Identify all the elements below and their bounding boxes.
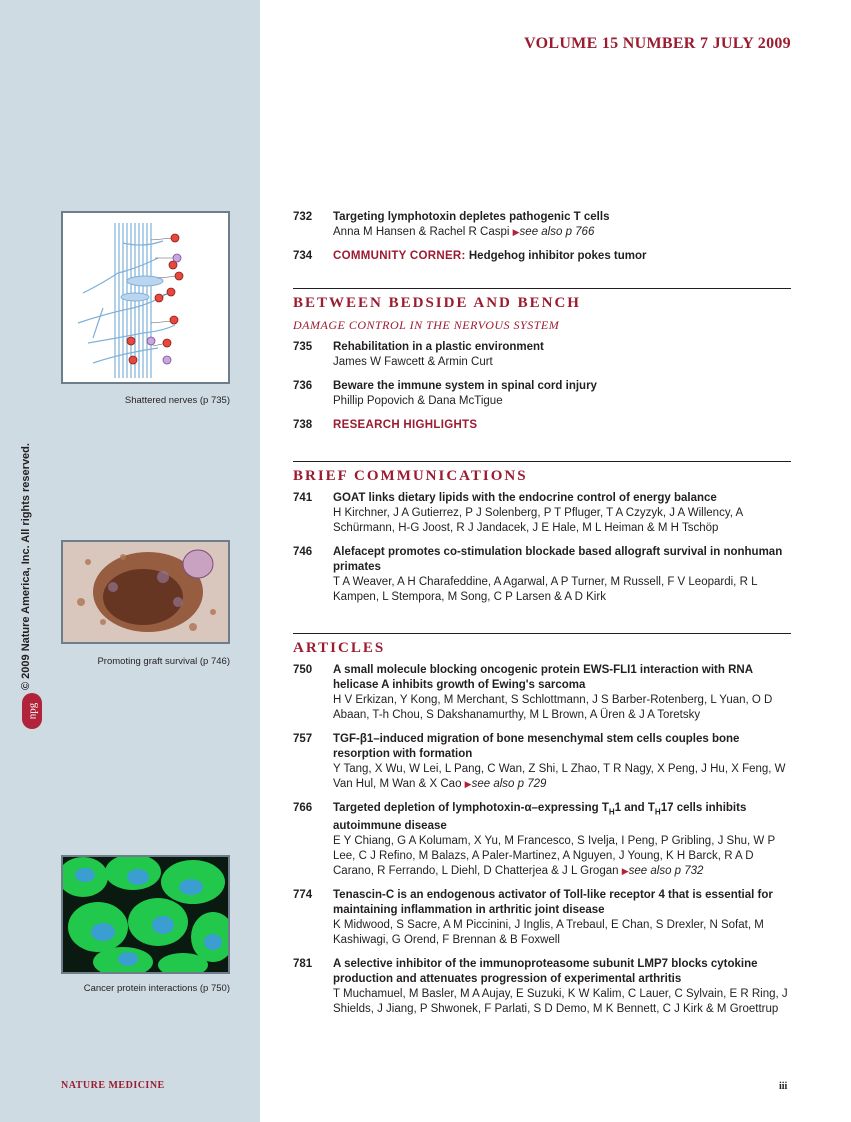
see-also-link[interactable]: see also p 729 (471, 778, 547, 790)
entry-title: Targeting lymphotoxin depletes pathogenic T cells (333, 211, 610, 223)
page-number: iii (779, 1081, 788, 1092)
toc-entry (293, 340, 791, 370)
community-corner-label: COMMUNITY CORNER: (333, 250, 466, 262)
image-caption-cancer: Cancer protein interactions (p 750) (83, 983, 230, 994)
entry-authors: H Kirchner, J A Gutierrez, P J Solenberg, P T Pfluger, T A Czyzyk, J A Willency, A Schürmann, H-G Joost, R J Jandacek, J E Hale, M L Heiman & M H Tschöp (333, 507, 743, 534)
entry-title: Targeted depletion of lymphotoxin-α–expressing $T_H1$ and $T_H17$ cells inhibits autoimmune disease (333, 802, 747, 833)
fluorescence-micrograph (63, 857, 228, 972)
toc-entry (293, 379, 791, 409)
journal-name: NATURE MEDICINE (61, 1080, 165, 1091)
entry-title: Alefacept promotes co-stimulation blockade based allograft survival in nonhuman primates (333, 546, 783, 573)
entry-title: TGF-β1–induced migration of bone mesenchymal stem cells couples bone resorption with formation (333, 733, 740, 760)
section-heading: BRIEF COMMUNICATIONS (293, 461, 791, 485)
shattered-nerves-image (61, 211, 230, 384)
entry-title: GOAT links dietary lipids with the endocrine control of energy balance (333, 492, 717, 504)
see-also-link[interactable]: see also p 732 (628, 865, 704, 878)
toc-entry (293, 888, 791, 948)
entry-authors: H V Erkizan, Y Kong, M Merchant, S Schlottmann, J S Barber-Rotenberg, L Yuan, O D Abaan, T-h Chou, S Dakshanamurthy, M L Brown, A Üren & J A Toretsky (333, 694, 773, 721)
toc-entry (293, 732, 791, 792)
npg-logo-text: npg (26, 702, 38, 720)
entry-page: 741 (293, 492, 313, 504)
entry-page: 766 (293, 802, 313, 814)
toc-entry (293, 210, 791, 240)
entry-title: Beware the immune system in spinal cord injury (333, 380, 597, 392)
image-caption-nerves: Shattered nerves (p 735) (124, 395, 230, 406)
entry-page: 781 (293, 958, 313, 971)
section-heading: BETWEEN BEDSIDE AND BENCH (293, 288, 791, 312)
entry-title: Hedgehog inhibitor pokes tumor (468, 250, 647, 262)
toc-entry (293, 491, 791, 536)
entry-authors: James W Fawcett & Armin Curt (333, 356, 493, 368)
section-heading: ARTICLES (293, 633, 791, 657)
volume-issue-line: VOLUME 15 NUMBER 7 JULY 2009 (524, 35, 791, 52)
nerve-diagram (63, 213, 228, 382)
entry-page: 746 (293, 546, 313, 558)
toc-entry (293, 249, 791, 264)
image-caption-graft: Promoting graft survival (p 746) (97, 656, 230, 667)
toc-entry (293, 663, 791, 723)
see-also-link[interactable]: see also p 766 (519, 226, 595, 238)
see-also-arrow-icon: ▶ (464, 779, 472, 789)
toc-entry (293, 418, 791, 433)
entry-page: 757 (293, 733, 313, 745)
entry-authors: Phillip Popovich & Dana McTigue (333, 395, 503, 407)
histology-micrograph (63, 542, 228, 642)
see-also-arrow-icon: ▶ (621, 866, 629, 877)
entry-page: 774 (293, 889, 313, 902)
entry-title: A selective inhibitor of the immunoproteasome subunit LMP7 blocks cytokine production and attenuates progression of experimental arthritis (333, 958, 758, 986)
entry-page: 732 (293, 211, 313, 223)
toc-entry (293, 545, 791, 605)
entry-page: 738 (293, 419, 313, 431)
section-subheading: DAMAGE CONTROL IN THE NERVOUS SYSTEM (293, 318, 560, 332)
toc-entry (293, 801, 791, 879)
entry-page: 736 (293, 380, 313, 392)
articles-section (293, 633, 791, 1026)
brief-communications-section (293, 461, 791, 614)
entry-authors: T A Weaver, A H Charafeddine, A Agarwal, A P Turner, M Russell, F V Leopardi, R L Kampen, L Stempora, M Song, C P Larsen & A D Kirk (333, 576, 758, 603)
cancer-protein-image (61, 855, 230, 974)
entry-page: 735 (293, 341, 313, 353)
between-bedside-section (293, 288, 791, 442)
graft-survival-image (61, 540, 230, 644)
entry-page: 750 (293, 664, 313, 676)
entry-authors: Anna M Hansen & Rachel R Caspi (333, 226, 510, 238)
entry-authors: Y Tang, X Wu, W Lei, L Pang, C Wan, Z Shi, L Zhao, T R Nagy, X Peng, J Hu, X Feng, W Van Hul, M Wan & X Cao (333, 763, 786, 790)
entry-title: Tenascin-C is an endogenous activator of Toll-like receptor 4 that is essential for maintaining inflammation in arthritic joint disease (333, 889, 773, 917)
toc-entry (293, 957, 791, 1017)
research-highlights-label: RESEARCH HIGHLIGHTS (333, 419, 478, 431)
entry-authors: T Muchamuel, M Basler, M A Aujay, E Suzuki, K W Kalim, C Lauer, C Sylvain, E R Ring, J Shields, J Jiang, P Shwonek, F Parlati, S D Demo, M K Bennett, C J Kirk & M Groettrup (333, 988, 788, 1016)
entry-title: Rehabilitation in a plastic environment (333, 341, 544, 353)
top-entries (293, 210, 791, 273)
entry-authors: K Midwood, S Sacre, A M Piccinini, J Inglis, A Trebaul, E Chan, S Drexler, N Sofat, M Kashiwagi, G Orend, F Brennan & B Foxwell (333, 919, 764, 947)
see-also-arrow-icon: ▶ (512, 227, 520, 237)
entry-authors: E Y Chiang, G A Kolumam, X Yu, M Francesco, S Ivelja, I Peng, P Gribling, J Shu, W P Lee, C J Refino, M Balazs, A Paler-Martinez, A Nguyen, J Young, K H Barck, R A D Carano, R Ferrando, L Diehl, D Chatterjea & J L Grogan (333, 835, 775, 878)
npg-logo (22, 693, 42, 729)
copyright-notice: © 2009 Nature America, Inc. All rights reserved. (20, 443, 32, 690)
entry-title: A small molecule blocking oncogenic protein EWS-FLI1 interaction with RNA helicase A inhibits growth of Ewing's sarcoma (333, 664, 753, 691)
entry-page: 734 (293, 250, 313, 262)
